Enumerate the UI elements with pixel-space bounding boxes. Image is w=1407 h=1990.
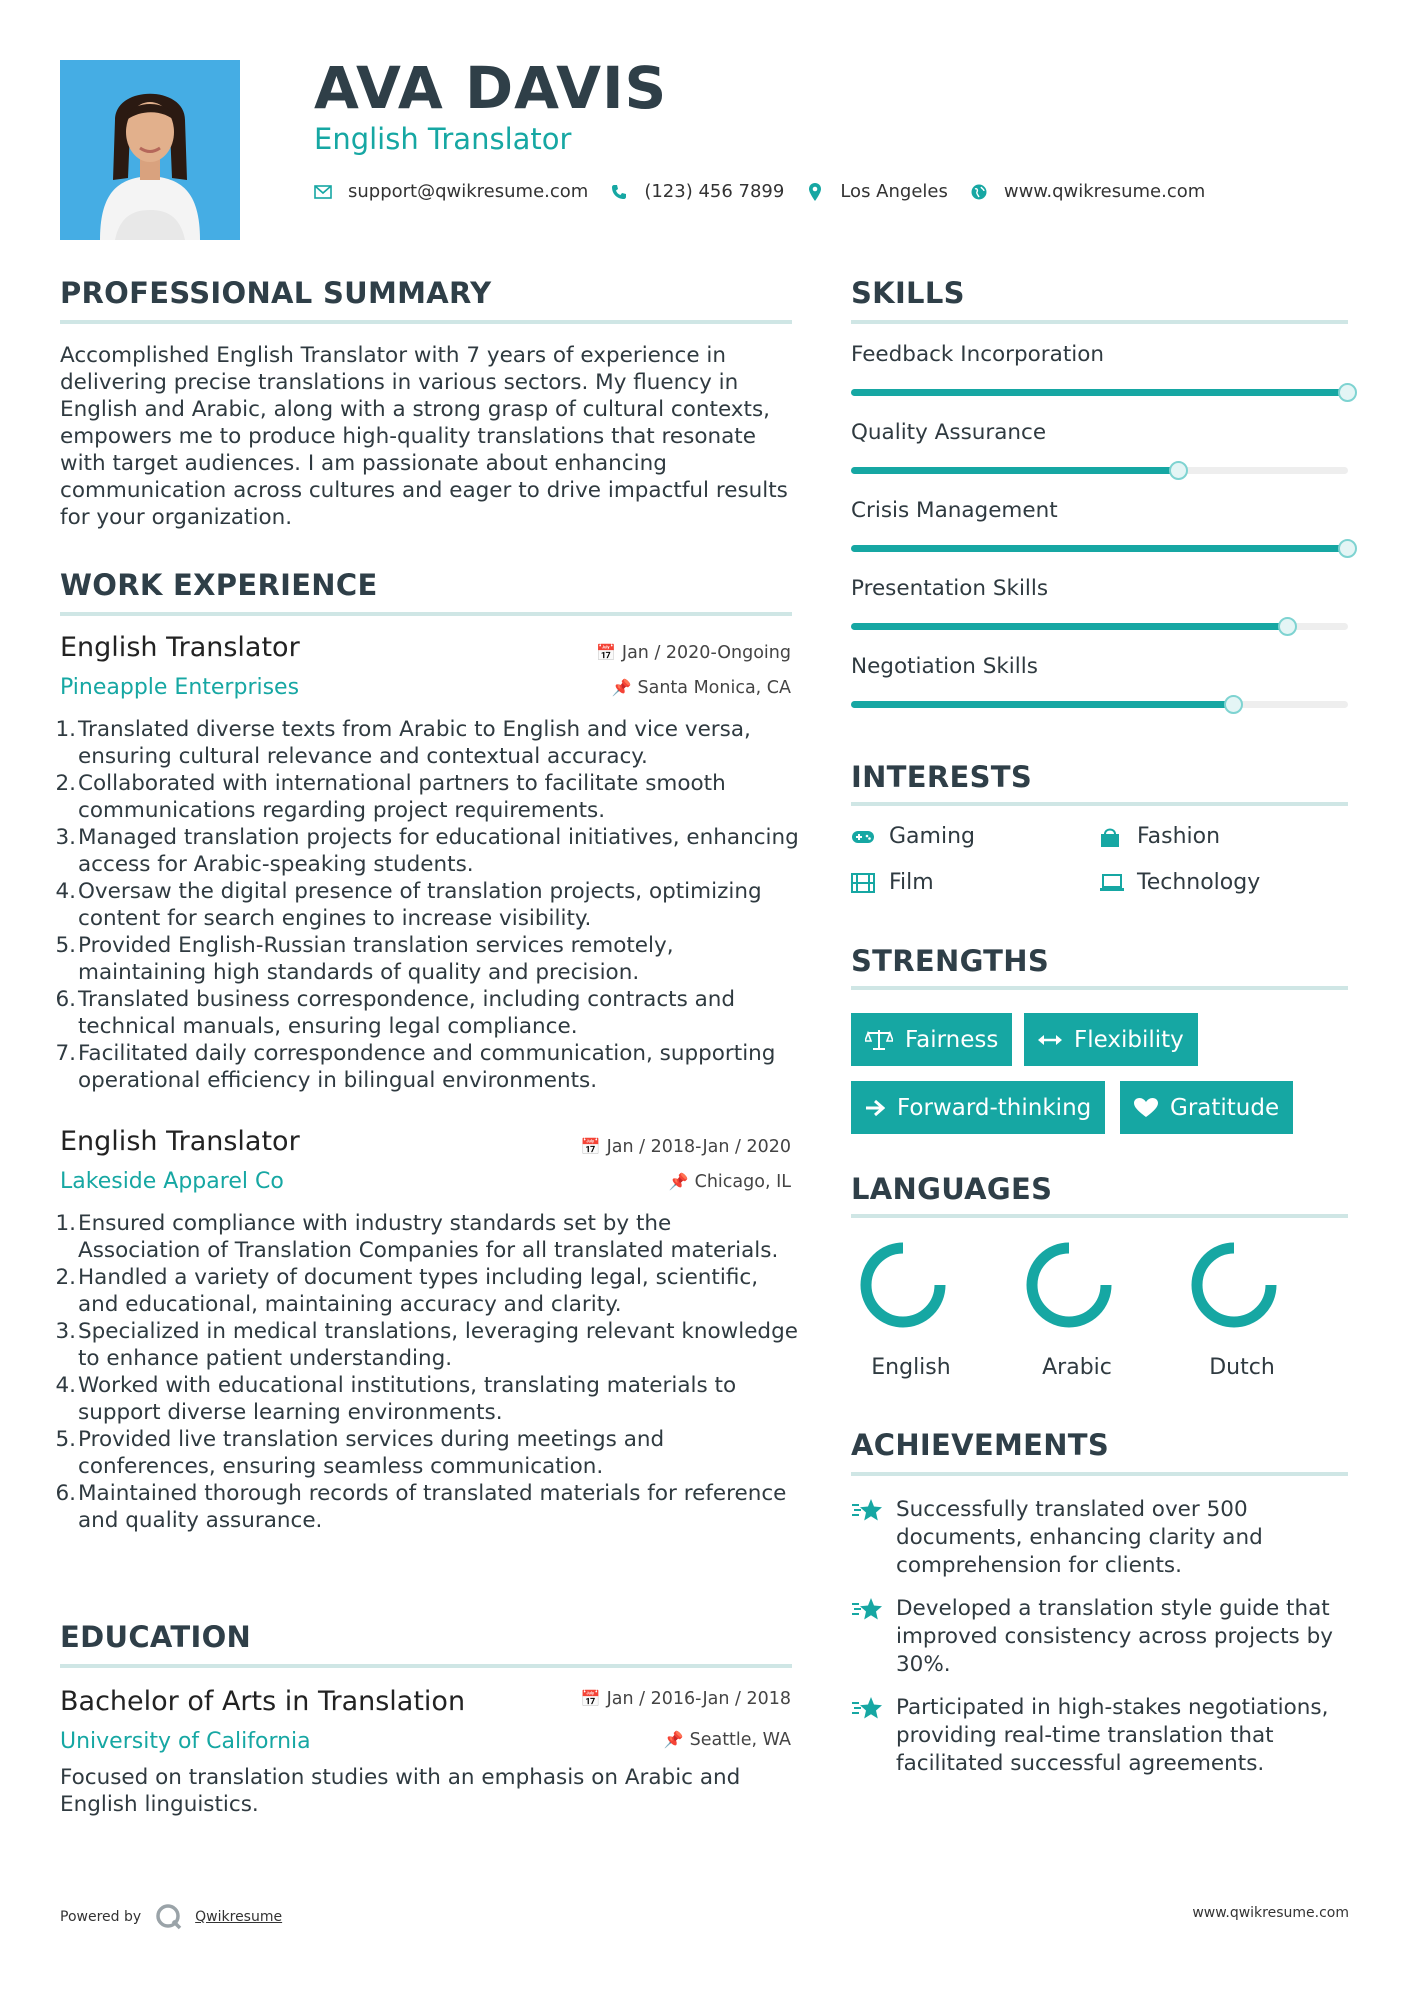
candidate-role: English Translator [314,122,572,156]
list-item: 3. Specialized in medical translations, leveraging relevant knowledge to enhance patient understanding. [55,1319,798,1371]
school-name: University of California [60,1729,311,1754]
section-divider [851,1214,1348,1218]
contact-phone[interactable]: (123) 456 7899 [610,181,784,202]
skill-name: Feedback Incorporation [851,342,1105,367]
list-item: 6. Maintained thorough records of translated materials for reference and quality assurance. [55,1481,787,1533]
section-title-skills: SKILLS [851,276,965,310]
contact-bar [314,181,1227,202]
section-title-experience: WORK EXPERIENCE [60,568,378,602]
skill-name: Presentation Skills [851,576,1049,601]
language-level-ring [1197,1248,1271,1322]
heart-icon [1134,1098,1158,1118]
shopping-bag-icon [1099,826,1127,848]
list-item: 7. Facilitated daily correspondence and communication, supporting operational efficiency in bilingual environments. [55,1041,776,1093]
education-text: Focused on translation studies with an emphasis on Arabic and English linguistics. [60,1765,741,1817]
education-dates: 📅 Jan / 2016-Jan / 2018 [580,1689,791,1709]
skill-name: Negotiation Skills [851,654,1038,679]
skill-level-bar [851,545,1348,552]
education-location: 📌 Seattle, WA [663,1730,791,1750]
skill-level-bar [851,701,1348,708]
envelope-icon [314,183,332,201]
interest-fashion: Fashion [1099,824,1220,849]
skill-level-fill [851,389,1348,396]
star-icon [851,1597,883,1629]
job-location: 📌 Santa Monica, CA [611,678,791,698]
star-icon [851,1498,883,1530]
skill-level-bar [851,389,1348,396]
section-divider [60,612,792,616]
qwikresume-link[interactable]: Qwikresume [195,1909,283,1925]
skill-level-knob [1338,539,1357,558]
language-level-ring [866,1248,940,1322]
interest-technology: Technology [1099,870,1260,895]
job-company: Pineapple Enterprises [60,675,300,700]
list-item: 3. Managed translation projects for educational initiatives, enhancing access for Arabic-speaking students. [55,825,799,877]
achievement-item: Participated in high-stakes negotiations, providing real-time translation that facilitated successful agreements. [851,1694,1351,1814]
section-divider [851,1472,1348,1476]
section-title-interests: INTERESTS [851,760,1033,794]
skill-level-fill [851,701,1234,708]
skill-level-fill [851,545,1348,552]
calendar-icon: 📅 [580,1137,601,1156]
strength-flexibility: Flexibility [1024,1013,1198,1066]
section-title-languages: LANGUAGES [851,1172,1053,1206]
balance-scale-icon [865,1029,893,1051]
list-item: 1. Translated diverse texts from Arabic to English and vice versa, ensuring cultural relevance and contextual accuracy. [55,717,751,769]
section-divider [851,802,1348,806]
interest-film: Film [851,870,934,895]
person-illustration [60,60,240,240]
strength-gratitude: Gratitude [1120,1081,1293,1134]
job-duties-list [55,1210,800,1534]
section-title-strengths: STRENGTHS [851,944,1050,978]
language-label: Arabic [1042,1355,1112,1380]
arrows-horizontal-icon [1038,1033,1062,1047]
contact-location: Los Angeles [806,181,948,202]
laptop-icon [1099,874,1127,892]
gamepad-icon [851,829,879,845]
list-item: 6. Translated business correspondence, including contracts and technical manuals, ensuring legal compliance. [55,987,736,1039]
star-icon [851,1696,883,1728]
calendar-icon: 📅 [580,1689,601,1708]
skill-level-knob [1278,617,1297,636]
job-title: English Translator [60,1126,300,1157]
section-divider [60,1664,792,1668]
contact-email[interactable]: support@qwikresume.com [314,181,588,202]
calendar-icon: 📅 [595,643,616,662]
strength-fairness: Fairness [851,1013,1012,1066]
list-item: 4. Worked with educational institutions, translating materials to support diverse learning environments. [55,1373,737,1425]
section-divider [851,320,1348,324]
job-dates: 📅 Jan / 2018-Jan / 2020 [580,1137,791,1157]
film-icon [851,873,879,893]
list-item: 2. Handled a variety of document types including legal, scientific, and educational, maintaining accuracy and clarity. [55,1265,759,1317]
skill-name: Crisis Management [851,498,1058,523]
section-divider [60,320,792,324]
list-item: 5. Provided live translation services during meetings and conferences, ensuring seamless communication. [55,1427,665,1479]
section-title-summary: PROFESSIONAL SUMMARY [60,276,492,310]
language-label: English [871,1355,951,1380]
footer-powered-by: Powered by Qwikresume [60,1903,282,1931]
skill-name: Quality Assurance [851,420,1047,445]
qwikresume-logo-icon [155,1903,183,1931]
job-title: English Translator [60,632,300,663]
skill-level-bar [851,467,1348,474]
footer-url[interactable]: www.qwikresume.com [1192,1905,1349,1921]
arrow-right-icon [865,1099,885,1117]
list-item: 1. Ensured compliance with industry standards set by the Association of Translation Companies for all translated materials. [55,1211,779,1263]
profile-photo [60,60,240,240]
skill-level-knob [1338,383,1357,402]
interest-gaming: Gaming [851,824,975,849]
languages-rings [851,1235,1348,1345]
summary-text: Accomplished English Translator with 7 years of experience in delivering precise translations in various sectors. My fluency in English and Arabic, along with a strong grasp of cultural contexts, empowers me to produce high-quality translations that resonate with target audiences. I am passionate about enhancing communication across cultures and eager to drive impactful results for your organization. [60,343,788,530]
skill-level-knob [1224,695,1243,714]
phone-icon [610,183,628,201]
list-item: 2. Collaborated with international partners to facilitate smooth communications regarding project requirements. [55,771,726,823]
skill-level-knob [1169,461,1188,480]
globe-icon [970,183,988,201]
skill-level-fill [851,467,1179,474]
pin-icon: 📌 [663,1730,684,1749]
pin-icon: 📌 [668,1172,689,1191]
pin-icon: 📌 [611,678,632,697]
job-duties-list [55,716,800,1094]
job-company: Lakeside Apparel Co [60,1169,284,1194]
job-location: 📌 Chicago, IL [668,1172,791,1192]
section-title-achievements: ACHIEVEMENTS [851,1428,1110,1462]
section-divider [851,986,1348,990]
job-dates: 📅 Jan / 2020-Ongoing [595,643,791,663]
achievement-item: Successfully translated over 500 documents, enhancing clarity and comprehension for clients. [851,1496,1351,1586]
section-title-education: EDUCATION [60,1620,252,1654]
language-label: Dutch [1209,1355,1275,1380]
degree-title: Bachelor of Arts in Translation [60,1686,466,1717]
map-pin-icon [806,183,824,201]
skill-level-fill [851,623,1288,630]
list-item: 4. Oversaw the digital presence of translation projects, optimizing content for search engines to increase visibility. [55,879,762,931]
candidate-name: AVA DAVIS [314,54,668,122]
skill-level-bar [851,623,1348,630]
contact-website[interactable]: www.qwikresume.com [970,181,1205,202]
strength-forward-thinking: Forward-thinking [851,1081,1105,1134]
list-item: 5. Provided English-Russian translation services remotely, maintaining high standards of quality and precision. [55,933,674,985]
language-level-ring [1032,1248,1106,1322]
achievement-item: Developed a translation style guide that improved consistency across projects by 30%. [851,1595,1351,1685]
